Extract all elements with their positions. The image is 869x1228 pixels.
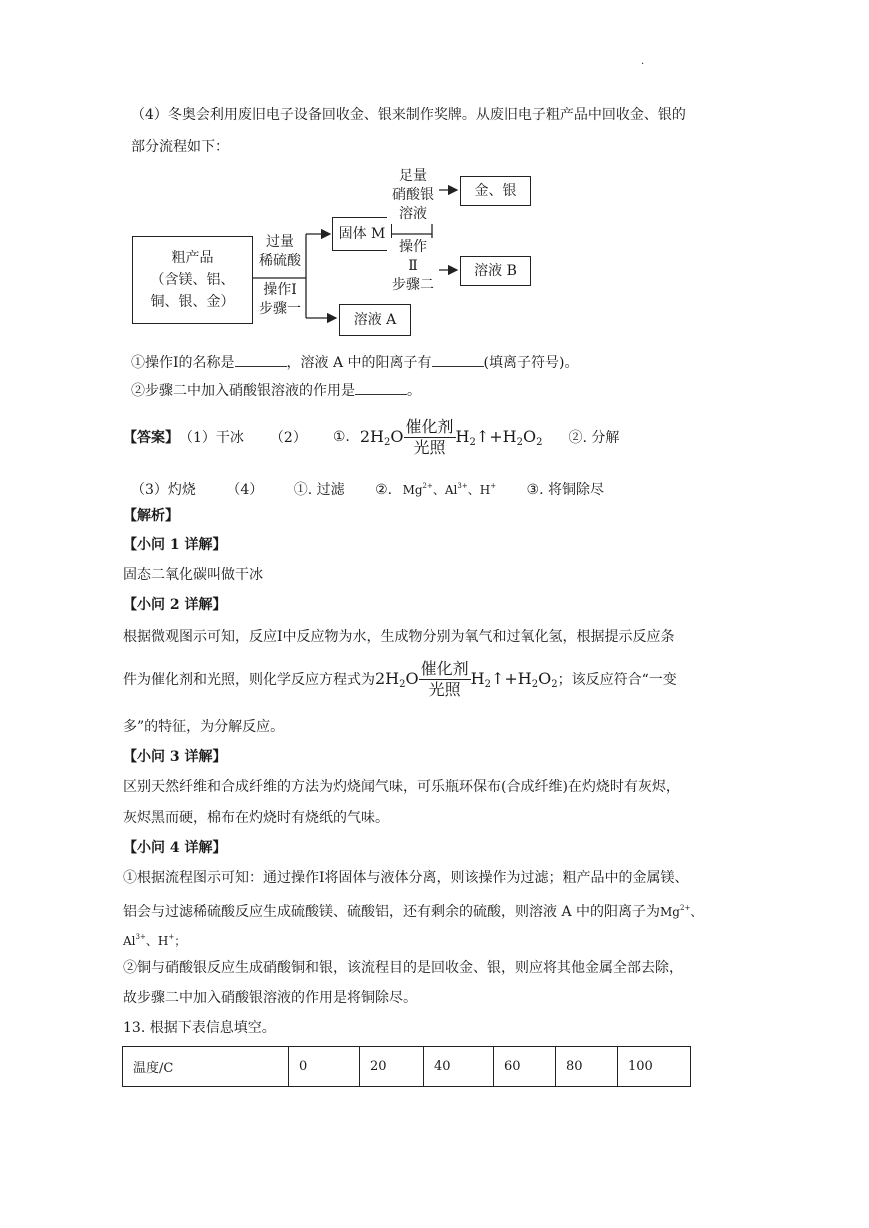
section-4-line3: $Al^{3+}$、H+；	[123, 933, 187, 948]
section-4-line4: ②铜与硝酸银反应生成硝酸铜和银，该流程目的是回收金、银，则应将其他金属全部去除，	[123, 960, 683, 976]
table-cell: 100	[618, 1047, 691, 1087]
section-3-line2: 灰烬黑而硬，棉布在灼烧时有烧纸的气味。	[123, 810, 389, 826]
q4-line1: （4）冬奥会利用废旧电子设备回收金、银来制作奖牌。从废旧电子粗产品中回收金、银的	[131, 107, 686, 123]
solution-b-box: 溶液 B	[460, 256, 531, 286]
section-1-heading: 【小问 1 详解】	[123, 537, 227, 553]
solubility-table	[122, 1046, 691, 1087]
label-operation-2: 操作 Ⅱ 步骤二	[387, 238, 439, 295]
section-3-heading: 【小问 3 详解】	[123, 749, 227, 765]
solution-a-box: 溶液 A	[339, 304, 411, 336]
label-silver-nitrate: 足量 硝酸银 溶液	[387, 167, 439, 224]
analysis-tag: 【解析】	[123, 508, 179, 524]
solid-m-box: 固体 M	[332, 217, 392, 251]
table-cell: 40	[424, 1047, 494, 1087]
equation-2: $2H_2O$ $\frac{\text{催化剂}}{\text{光照}}$ $H_2↑+H_2O_2$	[375, 658, 558, 699]
section-4-line1: ①根据流程图示可知：通过操作Ⅰ将固体与液体分离，则该操作为过滤；粗产品中的金属镁、	[123, 870, 689, 886]
section-3-line1: 区别天然纤维和合成纤维的方法为灼烧闻气味，可乐瓶环保布(合成纤维)在灼烧时有灰烬，	[123, 779, 680, 795]
section-2-line3: 多”的特征，为分解反应。	[123, 719, 285, 735]
q4-line2: 部分流程如下：	[131, 139, 229, 155]
equation-1: $2H_2O$ $\frac{\text{催化剂}}{\text{光照}}$ $H_2↑+H_2O_2$	[359, 416, 543, 457]
answer-line-2: （3）灼烧 （4） ①. 过滤 ②. $Mg^{2+}$、$Al^{3+}$、H+ ③. 将铜除尽	[131, 482, 604, 498]
label-dilute-acid: 过量 稀硫酸	[259, 234, 301, 269]
table-row	[123, 1047, 691, 1087]
question-2: ②步骤二中加入硝酸银溶液的作用是 。	[131, 380, 421, 401]
table-cell: 温度/C	[123, 1047, 289, 1087]
section-4-line2: 铝会与过滤稀硫酸反应生成硫酸镁、硫酸铝，还有剩余的硫酸，则溶液 A 中的阳离子为$Mg^{2+}$、	[123, 904, 703, 920]
section-2-line2: 件为催化剂和光照，则化学反应方程式为 $2H_2O$ $\frac{\text{催化剂}}{\text{光照}}$ $H_2↑+H_2O_2$ ；该反应符合“一变	[123, 658, 677, 699]
table-cell: 0	[289, 1047, 360, 1087]
answer-line-1: 【答案】 （1）干冰 （2） ①. $2H_2O$ $\frac{\text{催化剂}}{\text{光照}}$ $H_2↑+H_2O_2$ ②. 分解	[123, 416, 620, 457]
table-cell: 80	[556, 1047, 618, 1087]
section-1-text: 固态二氧化碳叫做干冰	[123, 567, 263, 583]
q13-title: 13. 根据下表信息填空。	[123, 1020, 276, 1036]
crude-product-box: 粗产品 （含镁、铝、 铜、银、金）	[132, 236, 253, 324]
table-cell: 60	[494, 1047, 556, 1087]
section-2-line1: 根据微观图示可知，反应Ⅰ中反应物为水，生成物分别为氧气和过氧化氢，根据提示反应条	[123, 629, 675, 645]
label-operation-1: 操作Ⅰ 步骤一	[259, 282, 301, 317]
section-4-heading: 【小问 4 详解】	[123, 840, 227, 856]
gold-silver-box: 金、银	[460, 176, 531, 206]
header-dot: .	[641, 56, 645, 67]
table-cell: 20	[360, 1047, 424, 1087]
section-4-line5: 故步骤二中加入硝酸银溶液的作用是将铜除尽。	[123, 990, 417, 1006]
question-1: ①操作Ⅰ的名称是 ，溶液 A 中的阳离子有 (填离子符号)。	[131, 352, 578, 373]
section-2-heading: 【小问 2 详解】	[123, 597, 227, 613]
